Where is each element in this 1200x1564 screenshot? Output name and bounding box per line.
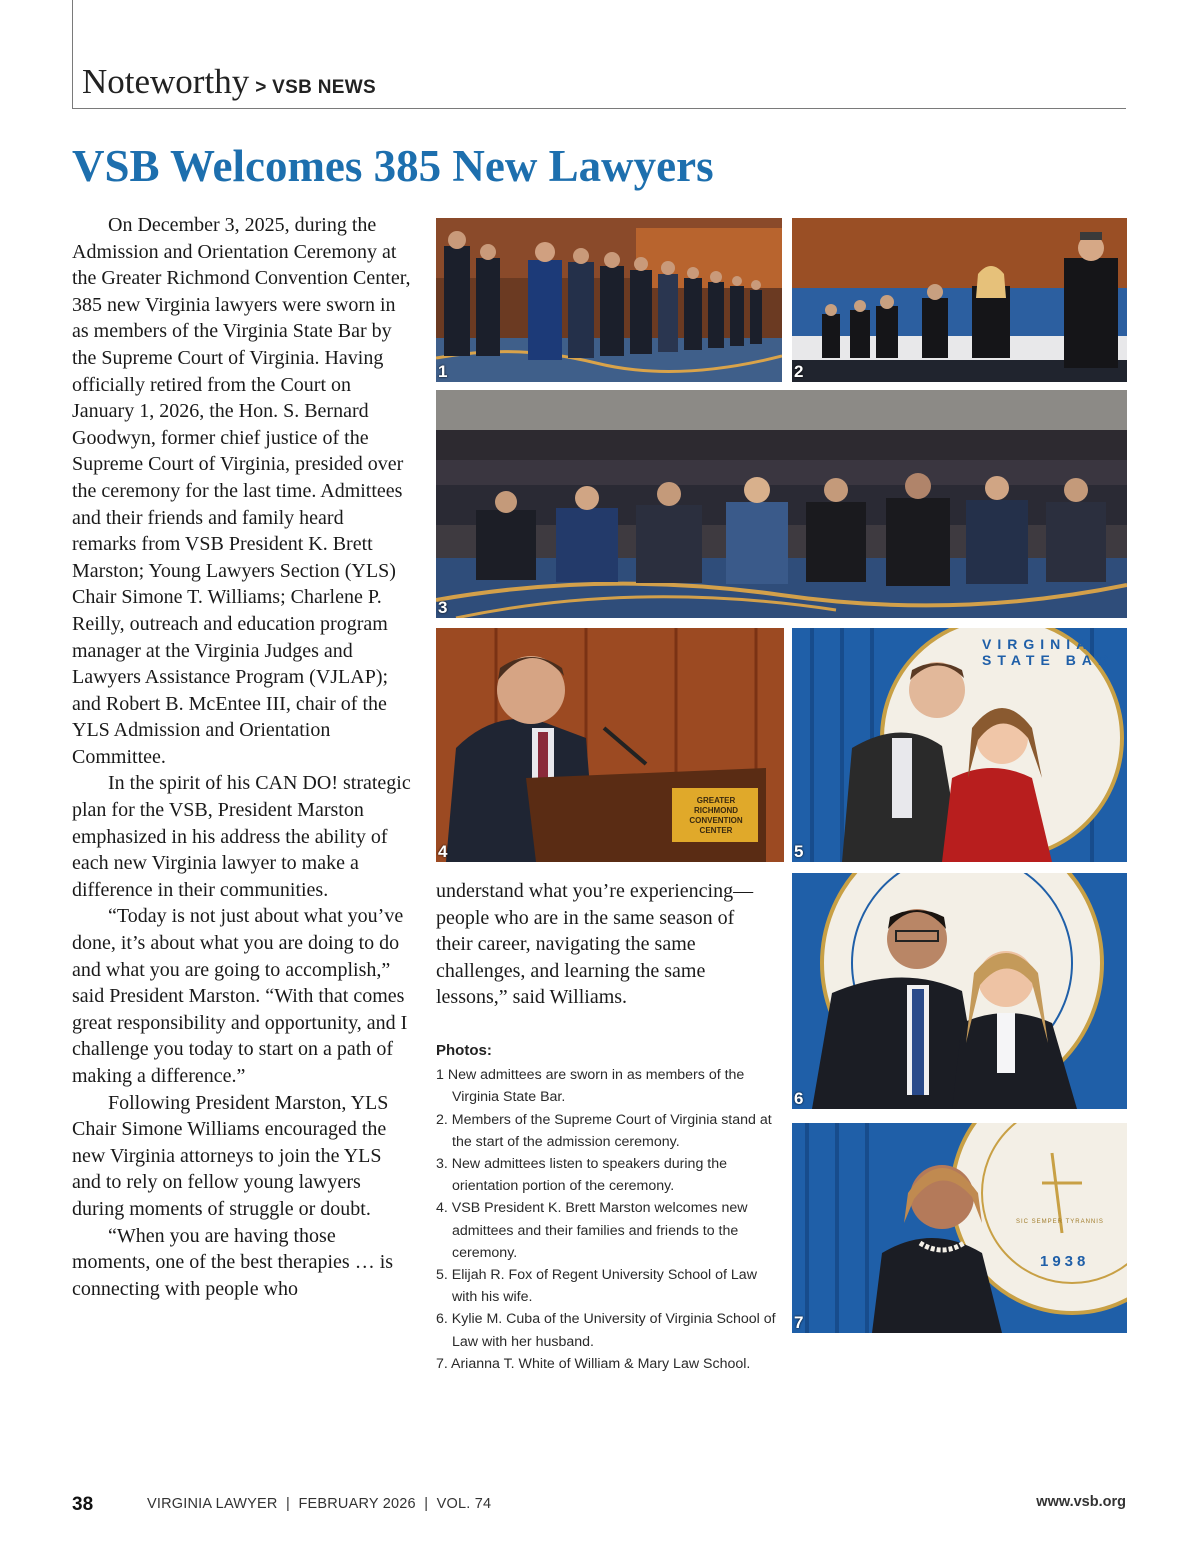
caption-item: 1 New admittees are sworn in as members of the Virginia State Bar. xyxy=(436,1067,745,1106)
article-headline: VSB Welcomes 385 New Lawyers xyxy=(72,141,714,191)
podium-sign-line-2: CONVENTION CENTER xyxy=(689,816,743,835)
photo-7-image xyxy=(792,1123,1127,1333)
photo-4-president-podium xyxy=(436,628,784,862)
body-paragraph: “When you are having those moments, one of the best therapies … is connecting with people who xyxy=(72,1224,394,1300)
article-body-continuation xyxy=(436,878,772,1011)
caption-item: 4. VSB President K. Brett Marston welcomes new admittees and their families and friends to the ceremony. xyxy=(436,1200,748,1261)
captions-title: Photos: xyxy=(436,1042,492,1059)
photo-2-image xyxy=(792,218,1127,382)
photo-3-number: 3 xyxy=(438,598,448,617)
footer-publication: VIRGINIA LAWYER | FEBRUARY 2026 | VOL. 74 xyxy=(147,1496,492,1512)
photo-1-swearing-in xyxy=(436,218,782,382)
caption-item: 2. Members of the Supreme Court of Virginia stand at the start of the admission ceremony. xyxy=(436,1111,772,1150)
section-header xyxy=(82,62,376,102)
photo-captions xyxy=(436,1040,776,1375)
caption-item: 7. Arianna T. White of William & Mary Law School. xyxy=(436,1355,751,1372)
photo-5-fox-couple xyxy=(792,628,1127,862)
body-paragraph: Following President Marston, YLS Chair Simone Williams encouraged the new Virginia attorneys to join the YLS and to rely on fellow young lawyers during moments of struggle or doubt. xyxy=(72,1091,389,1220)
photo-1-number: 1 xyxy=(438,362,448,381)
photo-7-seal-motto: SIC SEMPER TYRANNIS xyxy=(1016,1219,1104,1225)
body-paragraph: “Today is not just about what you’ve done, it’s about what you are doing to do and what you are going to accomplish,” said President Marston. “With that comes great responsibility and opportunity, and I challenge you today to start on a path of making a difference.” xyxy=(72,905,408,1087)
body-paragraph: In the spirit of his CAN DO! strategic plan for the VSB, President Marston emphasized in his address the ability of each new Virginia lawyer to make a difference in their communities. xyxy=(72,772,411,901)
photo-3-audience xyxy=(436,390,1127,618)
photo-7-number: 7 xyxy=(794,1313,804,1332)
podium-sign-line-1: GREATER RICHMOND xyxy=(694,796,738,815)
photo-5-seal-text: VIRGINIA STATE BAR xyxy=(982,636,1115,668)
photo-6-number: 6 xyxy=(794,1089,804,1108)
photo-6-cuba-couple xyxy=(792,873,1127,1109)
article-body-left-column xyxy=(72,212,412,1302)
page-number: 38 xyxy=(72,1494,94,1515)
photo-2-number: 2 xyxy=(794,362,804,381)
photo-7-seal-year: 1938 xyxy=(1040,1253,1090,1270)
photo-5-number: 5 xyxy=(794,842,804,861)
caption-item: 5. Elijah R. Fox of Regent University School of Law with his wife. xyxy=(436,1267,757,1306)
header-horizontal-rule xyxy=(72,108,1126,109)
header-vertical-rule xyxy=(72,0,73,108)
photo-2-justices xyxy=(792,218,1127,382)
body-paragraph: On December 3, 2025, during the Admission and Orientation Ceremony at the Greater Richmond Convention Center, 385 new Virginia lawyers were sworn in as members of the Virginia State Bar by the Supreme Court of Virginia. Having officially retired from the Court on January 1, 2026, the Hon. S. Bernard Goodwyn, former chief justice of the Supreme Court of Virginia, presided over the ceremony for the last time. Admittees and their friends and family heard remarks from VSB President K. Brett Marston; Young Lawyers Section (YLS) Chair Simone T. Williams; Charlene P. Reilly, outreach and education program manager at the Virginia Judges and Lawyers Assistance Program (VJLAP); and Robert B. McEntee III, chair of the YLS Admission and Orientation Committee. xyxy=(72,214,411,768)
section-name: Noteworthy xyxy=(82,62,250,101)
captions-list xyxy=(436,1064,776,1375)
photo-7-white xyxy=(792,1123,1127,1333)
photo-1-image xyxy=(436,218,782,382)
caption-item: 6. Kylie M. Cuba of the University of Virginia School of Law with her husband. xyxy=(436,1311,776,1350)
body-paragraph-continued: understand what you’re experiencing—people who are in the same season of their career, navigating the same challenges, and learning the same lessons,” said Williams. xyxy=(436,880,754,1009)
section-subtitle: > VSB NEWS xyxy=(255,77,376,98)
photo-4-number: 4 xyxy=(438,842,448,861)
caption-item: 3. New admittees listen to speakers during the orientation portion of the ceremony. xyxy=(436,1156,727,1195)
footer-url: www.vsb.org xyxy=(1036,1494,1126,1510)
photo-6-image xyxy=(792,873,1127,1109)
photo-3-image xyxy=(436,390,1127,618)
podium-sign-text xyxy=(678,796,754,836)
